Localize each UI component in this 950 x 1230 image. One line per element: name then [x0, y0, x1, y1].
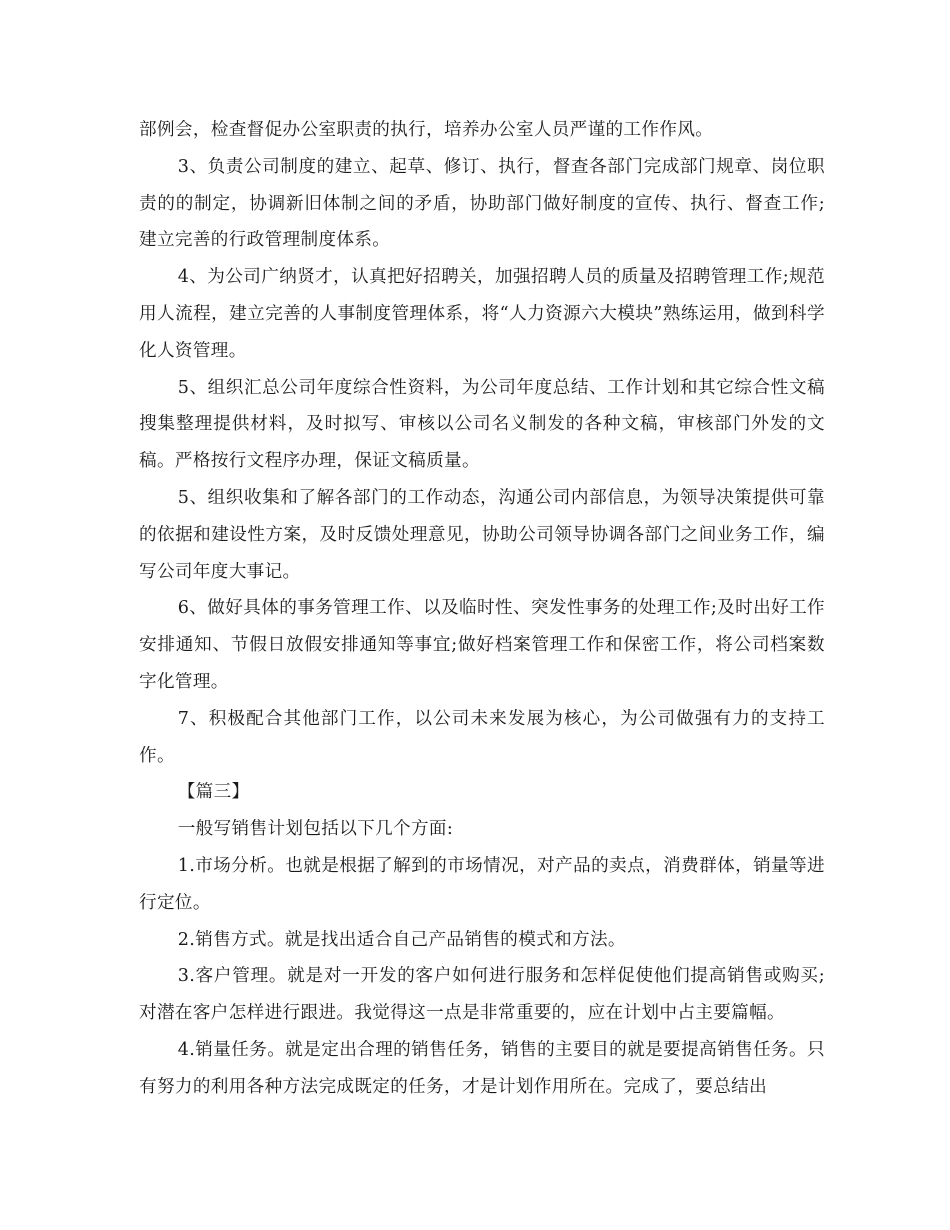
- paragraph-item-3: 3、负责公司制度的建立、起草、修订、执行，督查各部门完成部门规章、岗位职责的的制定，协调新旧体制之间的矛盾，协助部门做好制度的宣传、执行、督查工作;建立完善的行政管理制度体系。: [139, 156, 825, 251]
- paragraph-item-5b: 5、组织收集和了解各部门的工作动态，沟通公司内部信息，为领导决策提供可靠的依据和建设性方案，及时反馈处理意见，协助公司领导协调各部门之间业务工作，编写公司年度大事记。: [139, 487, 825, 582]
- paragraph-item-4: 4、为公司广纳贤才，认真把好招聘关，加强招聘人员的质量及招聘管理工作;规范用人流程，建立完善的人事制度管理体系，将“人力资源六大模块”熟练运用，做到科学化人资管理。: [139, 267, 825, 361]
- paragraph-list-1: 1.市场分析。也就是根据了解到的市场情况，对产品的卖点，消费群体，销量等进行定位。: [139, 855, 825, 913]
- paragraph-list-4: 4.销量任务。就是定出合理的销售任务，销售的主要目的就是要提高销售任务。只有努力的利用各种方法完成既定的任务，才是计划作用所在。完成了，要总结出: [139, 1039, 825, 1097]
- paragraph-item-6: 6、做好具体的事务管理工作、以及临时性、突发性事务的处理工作;及时出好工作安排通知、节假日放假安排通知等事宜;做好档案管理工作和保密工作，将公司档案数字化管理。: [139, 598, 825, 692]
- document-page: [139, 112, 825, 1106]
- paragraph-list-3: 3.客户管理。就是对一开发的客户如何进行服务和怎样促使他们提高销售或购买;对潜在客户怎样进行跟进。我觉得这一点是非常重要的，应在计划中占主要篇幅。: [139, 966, 825, 1024]
- paragraph-continuation: 部例会，检查督促办公室职责的执行，培养办公室人员严谨的工作作风。: [139, 120, 714, 140]
- paragraph-item-7: 7、积极配合其他部门工作，以公司未来发展为核心，为公司做强有力的支持工作。: [139, 708, 825, 766]
- section-heading: 【篇三】: [177, 782, 250, 803]
- paragraph-intro: 一般写销售计划包括以下几个方面:: [177, 819, 454, 840]
- paragraph-item-5a: 5、组织汇总公司年度综合性资料，为公司年度总结、工作计划和其它综合性文稿搜集整理提供材料，及时拟写、审核以公司名义制发的各种文稿，审核部门外发的文稿。严格按行文程序办理，保证文稿质量。: [139, 377, 825, 472]
- paragraph-list-2: 2.销售方式。就是找出适合自己产品销售的模式和方法。: [177, 929, 626, 950]
